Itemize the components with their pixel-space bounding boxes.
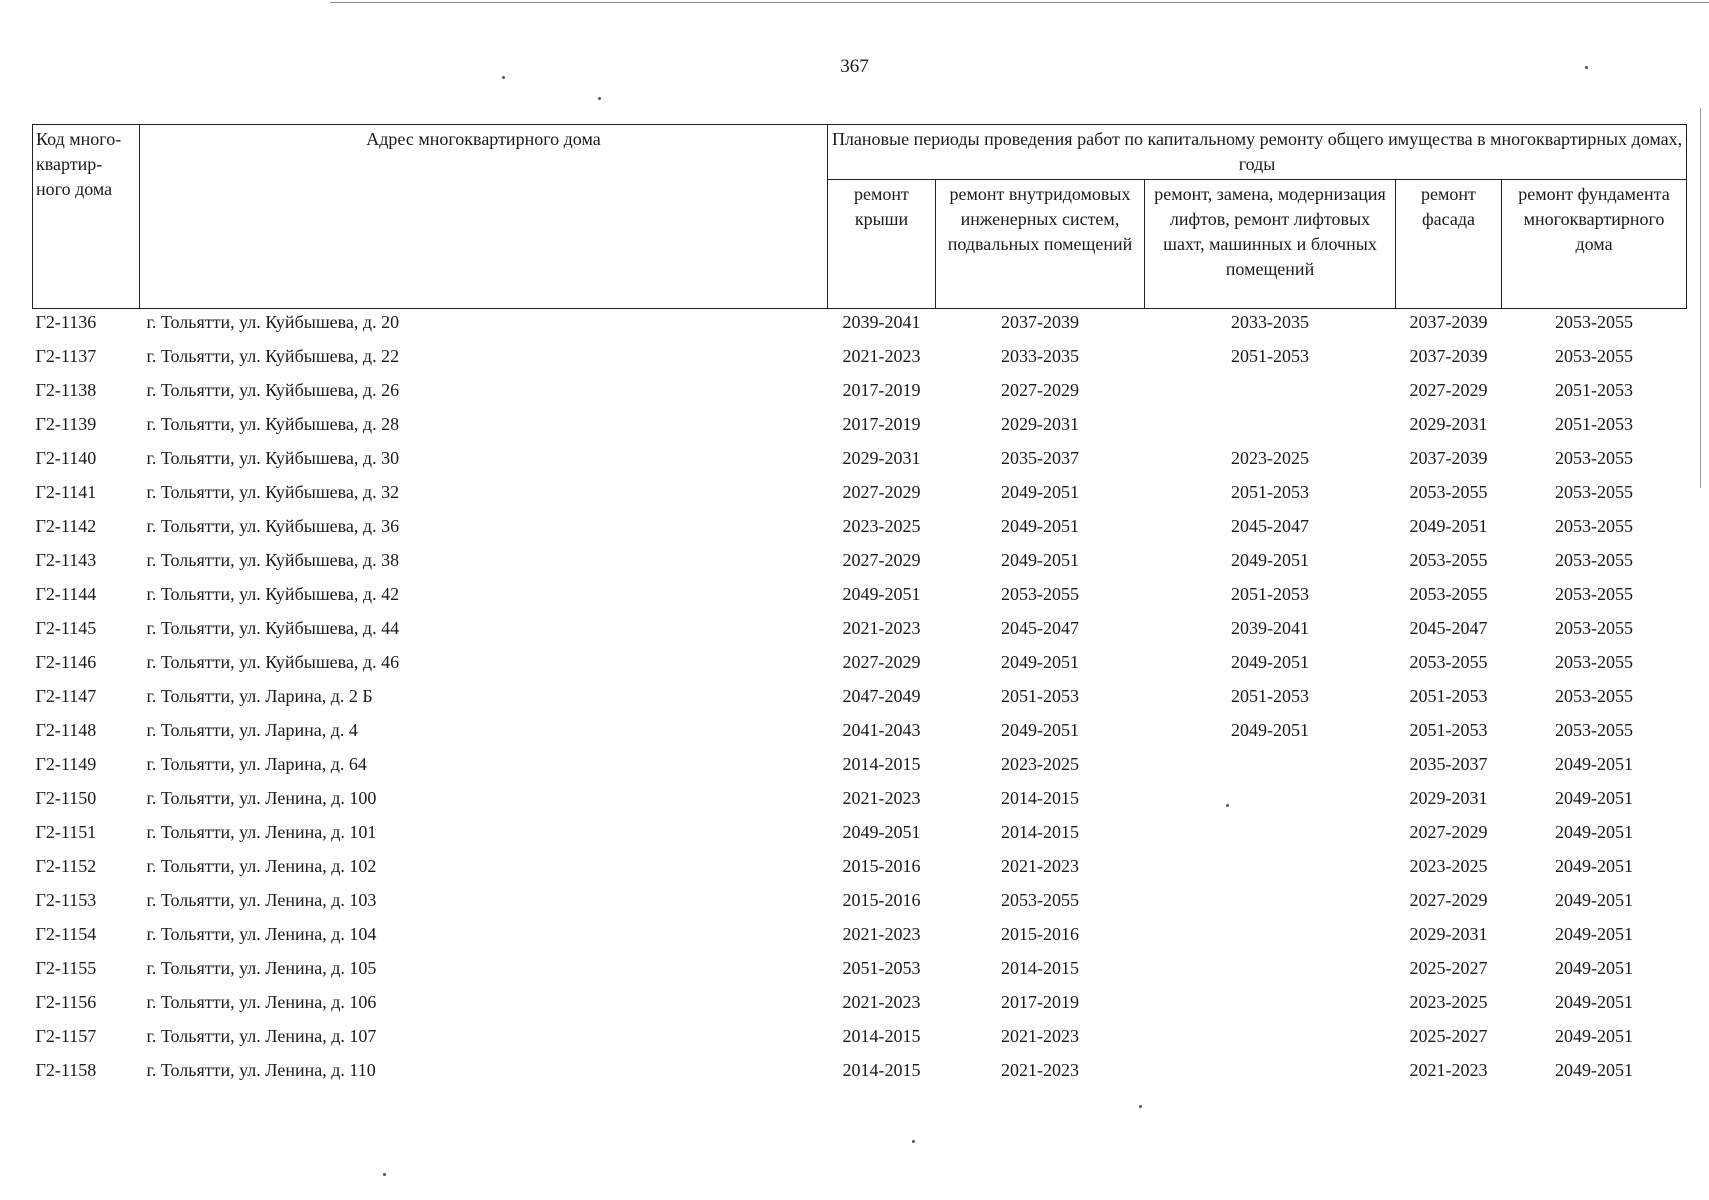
cell-facade: 2053-2055 xyxy=(1409,482,1488,502)
cell-code: Г2-1141 xyxy=(35,482,97,502)
cell-roof: 2015-2016 xyxy=(842,890,921,910)
cell-roof: 2015-2016 xyxy=(842,856,921,876)
cell-code: Г2-1155 xyxy=(35,958,97,978)
cell-roof: 2023-2025 xyxy=(842,516,921,536)
repair-schedule-table xyxy=(32,124,1687,1091)
table-row xyxy=(33,921,1687,955)
scan-speck xyxy=(912,1140,915,1143)
cell-facade: 2037-2039 xyxy=(1409,312,1488,332)
cell-facade: 2029-2031 xyxy=(1409,788,1488,808)
cell-facade: 2053-2055 xyxy=(1409,584,1488,604)
table-row xyxy=(33,343,1687,377)
cell-engineering: 2014-2015 xyxy=(1001,788,1079,808)
cell-roof: 2051-2053 xyxy=(842,958,921,978)
cell-address: г. Тольятти, ул. Ларина, д. 4 xyxy=(146,720,358,740)
cell-code: Г2-1140 xyxy=(35,448,97,468)
table-row xyxy=(33,1057,1687,1091)
cell-address: г. Тольятти, ул. Ленина, д. 102 xyxy=(146,856,377,876)
cell-code: Г2-1147 xyxy=(35,686,97,706)
scan-speck xyxy=(383,1173,386,1176)
header-foundation: ремонт фундамента многоквартирного дома xyxy=(1502,180,1687,309)
cell-roof: 2029-2031 xyxy=(842,448,921,468)
cell-facade: 2023-2025 xyxy=(1409,992,1488,1012)
table-row xyxy=(33,717,1687,751)
cell-engineering: 2049-2051 xyxy=(1001,550,1079,570)
cell-foundation: 2049-2051 xyxy=(1555,1026,1634,1046)
cell-foundation: 2053-2055 xyxy=(1555,584,1634,604)
cell-roof: 2017-2019 xyxy=(842,414,921,434)
cell-code: Г2-1154 xyxy=(35,924,97,944)
table-row xyxy=(33,853,1687,887)
cell-code: Г2-1142 xyxy=(35,516,97,536)
table-row xyxy=(33,819,1687,853)
cell-code: Г2-1145 xyxy=(35,618,97,638)
cell-foundation: 2053-2055 xyxy=(1555,686,1634,706)
header-code: Код много-квартир-ного дома xyxy=(33,125,140,309)
cell-roof: 2039-2041 xyxy=(842,312,921,332)
cell-address: г. Тольятти, ул. Куйбышева, д. 32 xyxy=(146,482,400,502)
scan-speck xyxy=(1226,804,1229,807)
cell-roof: 2021-2023 xyxy=(842,788,921,808)
header-lifts: ремонт, замена, модернизация лифтов, ремонт лифтовых шахт, машинных и блочных помещений xyxy=(1145,180,1396,309)
cell-foundation: 2049-2051 xyxy=(1555,822,1634,842)
cell-foundation: 2051-2053 xyxy=(1555,380,1634,400)
scan-top-rule xyxy=(330,2,1709,3)
scan-speck xyxy=(1139,1105,1142,1108)
table-row xyxy=(33,751,1687,785)
cell-code: Г2-1143 xyxy=(35,550,97,570)
cell-code: Г2-1158 xyxy=(35,1060,97,1080)
table-row xyxy=(33,649,1687,683)
cell-address: г. Тольятти, ул. Ленина, д. 104 xyxy=(146,924,377,944)
cell-facade: 2051-2053 xyxy=(1409,686,1488,706)
cell-facade: 2029-2031 xyxy=(1409,924,1488,944)
cell-roof: 2027-2029 xyxy=(842,550,921,570)
cell-engineering: 2049-2051 xyxy=(1001,482,1079,502)
header-address: Адрес многоквартирного дома xyxy=(140,125,828,309)
cell-address: г. Тольятти, ул. Куйбышева, д. 38 xyxy=(146,550,400,570)
cell-facade: 2035-2037 xyxy=(1409,754,1488,774)
cell-address: г. Тольятти, ул. Куйбышева, д. 22 xyxy=(146,346,400,366)
cell-lifts xyxy=(1145,411,1396,445)
table-row xyxy=(33,1023,1687,1057)
cell-engineering: 2015-2016 xyxy=(1001,924,1079,944)
cell-code: Г2-1148 xyxy=(35,720,97,740)
cell-engineering: 2017-2019 xyxy=(1001,992,1079,1012)
cell-address: г. Тольятти, ул. Ларина, д. 2 Б xyxy=(146,686,373,706)
cell-facade: 2025-2027 xyxy=(1409,1026,1488,1046)
cell-foundation: 2049-2051 xyxy=(1555,958,1634,978)
table-row xyxy=(33,785,1687,819)
cell-lifts: 2045-2047 xyxy=(1231,516,1309,536)
cell-engineering: 2049-2051 xyxy=(1001,720,1079,740)
cell-address: г. Тольятти, ул. Ленина, д. 106 xyxy=(146,992,377,1012)
cell-lifts xyxy=(1145,785,1396,819)
cell-address: г. Тольятти, ул. Ленина, д. 110 xyxy=(146,1060,376,1080)
cell-code: Г2-1137 xyxy=(35,346,97,366)
cell-lifts: 2051-2053 xyxy=(1231,686,1309,706)
cell-engineering: 2053-2055 xyxy=(1001,584,1079,604)
table-row xyxy=(33,989,1687,1023)
cell-roof: 2021-2023 xyxy=(842,924,921,944)
cell-code: Г2-1146 xyxy=(35,652,97,672)
header-facade: ремонт фасада xyxy=(1396,180,1502,309)
cell-foundation: 2049-2051 xyxy=(1555,924,1634,944)
table-header xyxy=(33,125,1687,309)
cell-foundation: 2053-2055 xyxy=(1555,482,1634,502)
cell-engineering: 2049-2051 xyxy=(1001,516,1079,536)
table-row xyxy=(33,411,1687,445)
table-body xyxy=(33,309,1687,1092)
cell-lifts: 2051-2053 xyxy=(1231,482,1309,502)
table-row xyxy=(33,955,1687,989)
cell-address: г. Тольятти, ул. Ленина, д. 101 xyxy=(146,822,377,842)
cell-address: г. Тольятти, ул. Куйбышева, д. 42 xyxy=(146,584,400,604)
cell-foundation: 2053-2055 xyxy=(1555,516,1634,536)
header-roof: ремонт крыши xyxy=(828,180,936,309)
cell-facade: 2049-2051 xyxy=(1409,516,1488,536)
cell-lifts: 2049-2051 xyxy=(1231,550,1309,570)
cell-code: Г2-1152 xyxy=(35,856,97,876)
cell-lifts xyxy=(1145,819,1396,853)
cell-code: Г2-1153 xyxy=(35,890,97,910)
cell-address: г. Тольятти, ул. Ларина, д. 64 xyxy=(146,754,367,774)
cell-address: г. Тольятти, ул. Куйбышева, д. 30 xyxy=(146,448,400,468)
cell-roof: 2014-2015 xyxy=(842,754,921,774)
cell-lifts xyxy=(1145,989,1396,1023)
cell-engineering: 2021-2023 xyxy=(1001,1026,1079,1046)
cell-engineering: 2037-2039 xyxy=(1001,312,1079,332)
cell-facade: 2037-2039 xyxy=(1409,346,1488,366)
cell-facade: 2045-2047 xyxy=(1409,618,1488,638)
table-row xyxy=(33,513,1687,547)
cell-foundation: 2053-2055 xyxy=(1555,652,1634,672)
cell-code: Г2-1151 xyxy=(35,822,97,842)
cell-roof: 2014-2015 xyxy=(842,1026,921,1046)
cell-lifts xyxy=(1145,887,1396,921)
cell-foundation: 2053-2055 xyxy=(1555,550,1634,570)
cell-address: г. Тольятти, ул. Куйбышева, д. 44 xyxy=(146,618,400,638)
cell-engineering: 2014-2015 xyxy=(1001,958,1079,978)
cell-lifts xyxy=(1145,1057,1396,1091)
cell-lifts: 2023-2025 xyxy=(1231,448,1309,468)
cell-address: г. Тольятти, ул. Куйбышева, д. 26 xyxy=(146,380,400,400)
cell-code: Г2-1150 xyxy=(35,788,97,808)
cell-facade: 2037-2039 xyxy=(1409,448,1488,468)
table-row xyxy=(33,683,1687,717)
cell-foundation: 2053-2055 xyxy=(1555,448,1634,468)
table-row xyxy=(33,309,1687,344)
scan-right-rule xyxy=(1700,108,1701,488)
cell-foundation: 2053-2055 xyxy=(1555,618,1634,638)
cell-foundation: 2049-2051 xyxy=(1555,856,1634,876)
table-row xyxy=(33,581,1687,615)
table-row xyxy=(33,615,1687,649)
page-number: 367 xyxy=(840,56,869,77)
cell-address: г. Тольятти, ул. Ленина, д. 107 xyxy=(146,1026,377,1046)
cell-roof: 2041-2043 xyxy=(842,720,921,740)
cell-lifts: 2051-2053 xyxy=(1231,584,1309,604)
cell-facade: 2027-2029 xyxy=(1409,890,1488,910)
cell-code: Г2-1149 xyxy=(35,754,97,774)
cell-facade: 2025-2027 xyxy=(1409,958,1488,978)
cell-engineering: 2029-2031 xyxy=(1001,414,1079,434)
cell-facade: 2051-2053 xyxy=(1409,720,1488,740)
cell-foundation: 2053-2055 xyxy=(1555,346,1634,366)
cell-code: Г2-1144 xyxy=(35,584,97,604)
cell-facade: 2027-2029 xyxy=(1409,822,1488,842)
cell-address: г. Тольятти, ул. Куйбышева, д. 36 xyxy=(146,516,400,536)
cell-engineering: 2014-2015 xyxy=(1001,822,1079,842)
scan-speck xyxy=(502,76,505,79)
cell-foundation: 2051-2053 xyxy=(1555,414,1634,434)
cell-address: г. Тольятти, ул. Куйбышева, д. 20 xyxy=(146,312,400,332)
cell-engineering: 2021-2023 xyxy=(1001,1060,1079,1080)
cell-engineering: 2033-2035 xyxy=(1001,346,1079,366)
cell-engineering: 2035-2037 xyxy=(1001,448,1079,468)
cell-roof: 2027-2029 xyxy=(842,652,921,672)
cell-foundation: 2053-2055 xyxy=(1555,720,1634,740)
cell-facade: 2027-2029 xyxy=(1409,380,1488,400)
cell-roof: 2049-2051 xyxy=(842,584,921,604)
cell-foundation: 2049-2051 xyxy=(1555,1060,1634,1080)
cell-foundation: 2049-2051 xyxy=(1555,754,1634,774)
cell-foundation: 2049-2051 xyxy=(1555,788,1634,808)
cell-address: г. Тольятти, ул. Ленина, д. 100 xyxy=(146,788,377,808)
cell-roof: 2014-2015 xyxy=(842,1060,921,1080)
scan-speck xyxy=(598,97,601,100)
cell-lifts xyxy=(1145,751,1396,785)
cell-lifts: 2033-2035 xyxy=(1231,312,1309,332)
cell-engineering: 2049-2051 xyxy=(1001,652,1079,672)
cell-lifts: 2039-2041 xyxy=(1231,618,1309,638)
cell-roof: 2021-2023 xyxy=(842,346,921,366)
cell-lifts: 2049-2051 xyxy=(1231,652,1309,672)
cell-address: г. Тольятти, ул. Куйбышева, д. 28 xyxy=(146,414,400,434)
cell-engineering: 2027-2029 xyxy=(1001,380,1079,400)
cell-foundation: 2049-2051 xyxy=(1555,992,1634,1012)
cell-address: г. Тольятти, ул. Куйбышева, д. 46 xyxy=(146,652,400,672)
cell-code: Г2-1157 xyxy=(35,1026,97,1046)
cell-lifts xyxy=(1145,1023,1396,1057)
cell-foundation: 2053-2055 xyxy=(1555,312,1634,332)
cell-roof: 2027-2029 xyxy=(842,482,921,502)
scan-speck xyxy=(1585,66,1588,69)
cell-roof: 2049-2051 xyxy=(842,822,921,842)
cell-lifts xyxy=(1145,377,1396,411)
cell-code: Г2-1139 xyxy=(35,414,97,434)
cell-lifts: 2049-2051 xyxy=(1231,720,1309,740)
cell-code: Г2-1156 xyxy=(35,992,97,1012)
cell-code: Г2-1136 xyxy=(35,312,97,332)
cell-engineering: 2053-2055 xyxy=(1001,890,1079,910)
cell-facade: 2029-2031 xyxy=(1409,414,1488,434)
cell-engineering: 2045-2047 xyxy=(1001,618,1079,638)
table-row xyxy=(33,547,1687,581)
cell-facade: 2021-2023 xyxy=(1409,1060,1488,1080)
cell-lifts xyxy=(1145,921,1396,955)
table-row xyxy=(33,377,1687,411)
cell-address: г. Тольятти, ул. Ленина, д. 105 xyxy=(146,958,377,978)
cell-roof: 2021-2023 xyxy=(842,992,921,1012)
cell-roof: 2047-2049 xyxy=(842,686,921,706)
cell-code: Г2-1138 xyxy=(35,380,97,400)
cell-lifts xyxy=(1145,955,1396,989)
cell-roof: 2021-2023 xyxy=(842,618,921,638)
header-engineering: ремонт внутридомовых инженерных систем, подвальных помещений xyxy=(936,180,1145,309)
cell-facade: 2053-2055 xyxy=(1409,652,1488,672)
cell-engineering: 2023-2025 xyxy=(1001,754,1079,774)
cell-roof: 2017-2019 xyxy=(842,380,921,400)
cell-foundation: 2049-2051 xyxy=(1555,890,1634,910)
cell-address: г. Тольятти, ул. Ленина, д. 103 xyxy=(146,890,377,910)
repair-schedule-table-wrapper xyxy=(32,124,1686,1091)
cell-engineering: 2021-2023 xyxy=(1001,856,1079,876)
cell-lifts xyxy=(1145,853,1396,887)
cell-facade: 2053-2055 xyxy=(1409,550,1488,570)
table-row xyxy=(33,887,1687,921)
header-periods: Плановые периоды проведения работ по капитальному ремонту общего имущества в многоквартирных домах, годы xyxy=(828,125,1687,180)
table-row xyxy=(33,479,1687,513)
cell-lifts: 2051-2053 xyxy=(1231,346,1309,366)
cell-facade: 2023-2025 xyxy=(1409,856,1488,876)
table-row xyxy=(33,445,1687,479)
cell-engineering: 2051-2053 xyxy=(1001,686,1079,706)
